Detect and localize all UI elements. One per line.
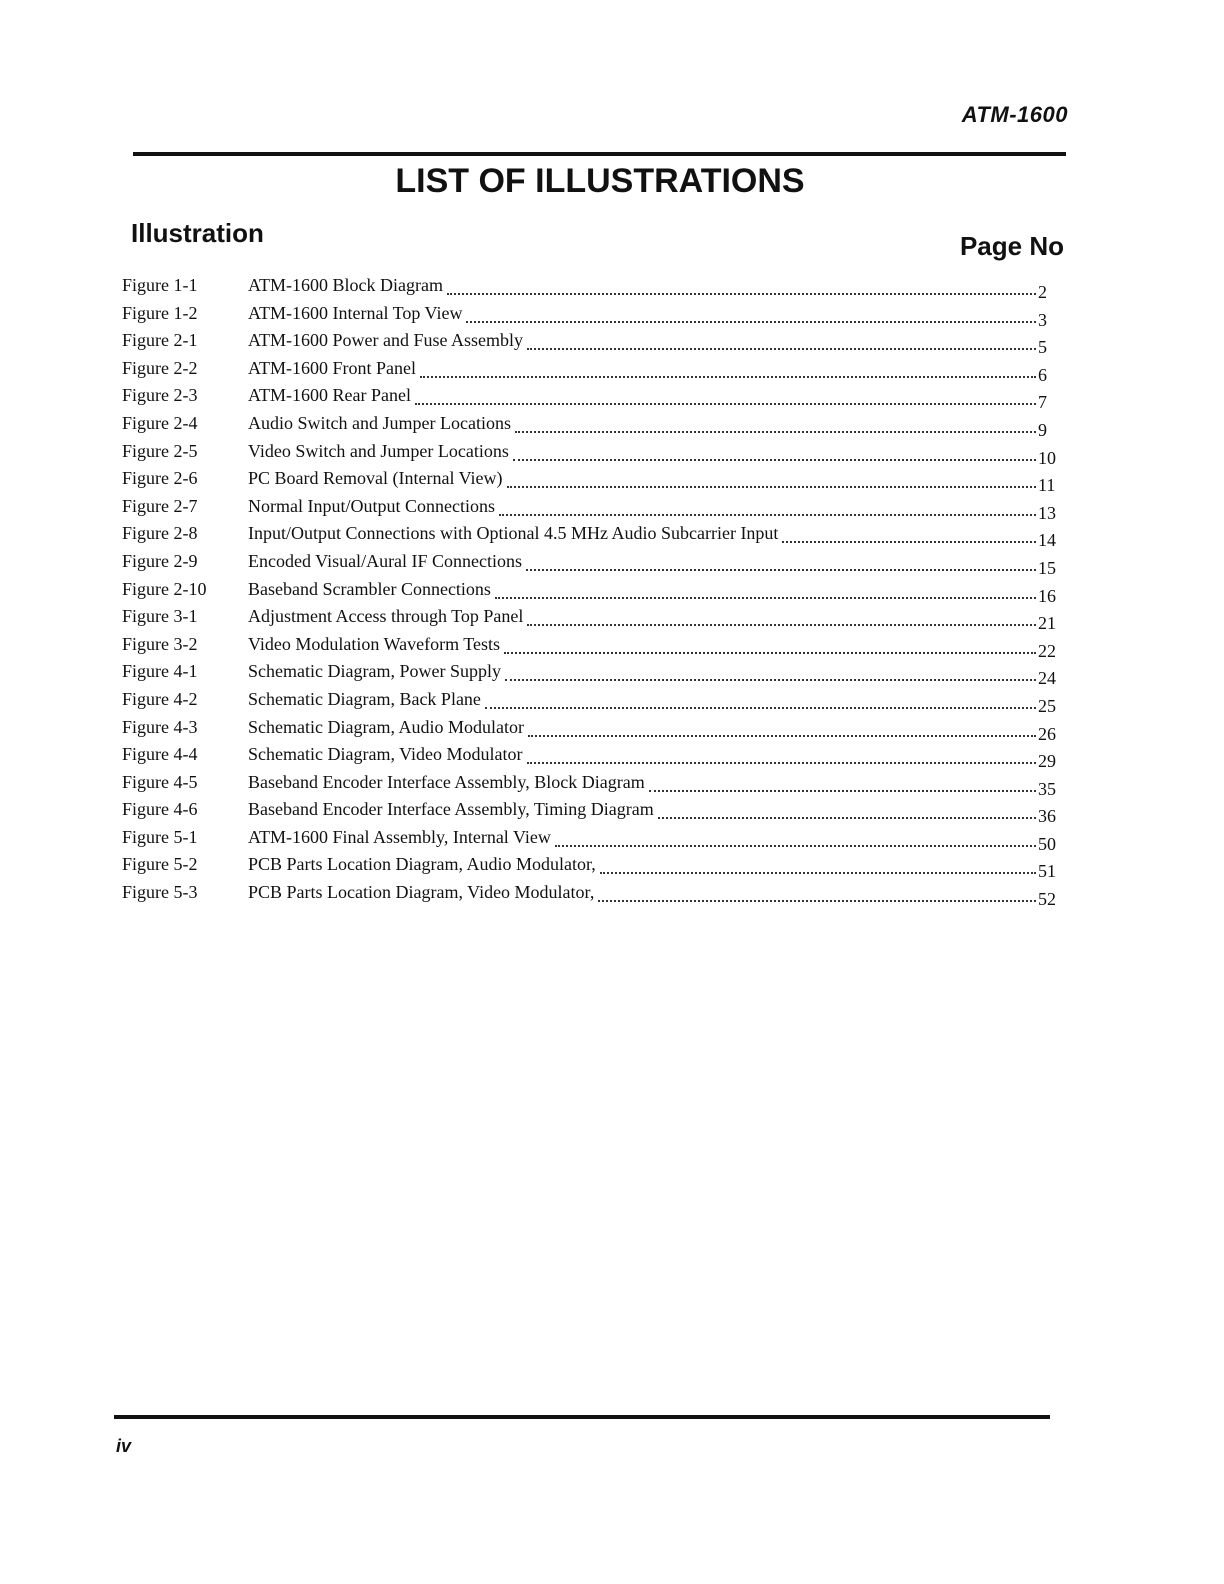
- figure-label: Figure 3-1: [122, 606, 198, 627]
- list-item[interactable]: [122, 272, 1062, 300]
- figure-title: ATM-1600 Block Diagram: [248, 275, 443, 295]
- figure-title: Input/Output Connections with Optional 4.5 MHz Audio Subcarrier Input: [248, 523, 779, 544]
- figure-title: Schematic Diagram, Power Supply: [248, 661, 501, 682]
- list-item[interactable]: [122, 603, 1062, 634]
- page-number: 15: [1038, 557, 1056, 578]
- figure-label: Figure 4-1: [122, 661, 198, 682]
- page-number: 51: [1038, 861, 1056, 882]
- list-item[interactable]: [122, 300, 1062, 328]
- list-item[interactable]: [122, 631, 1062, 659]
- list-item[interactable]: [122, 410, 1062, 438]
- page-number: 7: [1038, 392, 1047, 413]
- figure-title: Baseband Scrambler Connections: [248, 578, 491, 599]
- page-number: 22: [1038, 640, 1056, 661]
- dot-leader: [600, 856, 1036, 874]
- list-item[interactable]: [122, 658, 1062, 689]
- dot-leader: [415, 387, 1036, 405]
- dot-leader: [527, 608, 1036, 626]
- page-number: 50: [1038, 833, 1056, 854]
- figure-title: Baseband Encoder Interface Assembly, Block Diagram: [248, 771, 645, 792]
- dot-leader: [447, 277, 1036, 295]
- list-item[interactable]: [122, 382, 1062, 413]
- figure-title: ATM-1600 Power and Fuse Assembly: [248, 330, 523, 351]
- page-number: 52: [1038, 889, 1056, 910]
- figure-label: Figure 2-5: [122, 440, 198, 461]
- list-item[interactable]: [122, 327, 1062, 358]
- figure-title: ATM-1600 Final Assembly, Internal View: [248, 826, 551, 847]
- list-item[interactable]: [122, 741, 1062, 772]
- figure-label: Figure 2-10: [122, 578, 207, 599]
- list-item[interactable]: [122, 520, 1062, 551]
- dot-leader: [485, 691, 1036, 709]
- list-item[interactable]: [122, 769, 1062, 797]
- document-id-header: ATM-1600: [961, 102, 1068, 127]
- list-item[interactable]: [122, 714, 1062, 742]
- page-number: 16: [1038, 585, 1056, 606]
- figure-title: Video Switch and Jumper Locations: [248, 440, 509, 461]
- page-title: LIST OF ILLUSTRATIONS: [395, 162, 805, 200]
- dot-leader: [466, 305, 1036, 323]
- figure-label: Figure 5-1: [122, 826, 198, 847]
- list-item[interactable]: [122, 796, 1062, 827]
- list-item[interactable]: [122, 851, 1062, 882]
- page-number: 10: [1038, 447, 1056, 468]
- list-item[interactable]: [122, 548, 1062, 576]
- bottom-rule: [114, 1415, 1050, 1419]
- dot-leader: [499, 498, 1036, 516]
- footer-page-number: iv: [116, 1436, 132, 1456]
- dot-leader: [782, 525, 1036, 543]
- column-heading-page-no: Page No: [959, 231, 1064, 261]
- figure-title: ATM-1600 Front Panel: [248, 357, 416, 378]
- figure-label: Figure 4-4: [122, 744, 198, 765]
- page-number: 11: [1038, 475, 1056, 496]
- figure-label: Figure 1-2: [122, 302, 198, 323]
- dot-leader: [515, 415, 1036, 433]
- dot-leader: [420, 360, 1036, 378]
- figure-title: Schematic Diagram, Back Plane: [248, 688, 481, 709]
- figure-title: Audio Switch and Jumper Locations: [248, 412, 511, 433]
- dot-leader: [658, 801, 1036, 819]
- page-number: 21: [1038, 613, 1056, 634]
- page-number: 36: [1038, 806, 1056, 827]
- figure-label: Figure 2-2: [122, 357, 198, 378]
- dot-leader: [507, 470, 1036, 488]
- top-rule: [133, 152, 1066, 156]
- page-number: 26: [1038, 723, 1056, 744]
- figure-title: Adjustment Access through Top Panel: [248, 606, 524, 627]
- list-item[interactable]: [122, 465, 1062, 496]
- figure-title: ATM-1600 Internal Top View: [248, 302, 463, 323]
- column-heading-illustration: Illustration: [131, 218, 264, 248]
- list-item[interactable]: [122, 355, 1062, 383]
- figure-title: Encoded Visual/Aural IF Connections: [248, 550, 523, 571]
- figure-label: Figure 5-3: [122, 882, 198, 903]
- dot-leader: [555, 829, 1036, 847]
- dot-leader: [527, 332, 1036, 350]
- dot-leader: [526, 553, 1036, 571]
- dot-leader: [513, 443, 1036, 461]
- dot-leader: [504, 636, 1036, 654]
- figure-title: Normal Input/Output Connections: [248, 495, 495, 516]
- page-number: 2: [1038, 282, 1047, 302]
- dot-leader: [527, 746, 1036, 764]
- page-number: 9: [1038, 419, 1047, 440]
- list-item[interactable]: [122, 686, 1062, 714]
- list-item[interactable]: [122, 576, 1062, 604]
- list-item[interactable]: [122, 438, 1062, 466]
- figure-label: Figure 2-6: [122, 468, 198, 489]
- figure-title: Baseband Encoder Interface Assembly, Timing Diagram: [248, 799, 654, 820]
- page-number: 3: [1038, 309, 1047, 330]
- page-number: 14: [1038, 530, 1056, 551]
- page-number: 6: [1038, 364, 1047, 385]
- page-number: 29: [1038, 751, 1056, 772]
- figure-label: Figure 5-2: [122, 854, 198, 875]
- figure-label: Figure 4-5: [122, 771, 198, 792]
- figure-label: Figure 2-8: [122, 523, 198, 544]
- figure-title: Schematic Diagram, Video Modulator: [248, 744, 523, 765]
- figure-label: Figure 2-7: [122, 495, 198, 516]
- page-number: 5: [1038, 337, 1047, 358]
- figure-label: Figure 4-6: [122, 799, 198, 820]
- dot-leader: [649, 774, 1036, 792]
- figure-label: Figure 3-2: [122, 633, 198, 654]
- dot-leader: [528, 719, 1036, 737]
- list-item[interactable]: [122, 493, 1062, 521]
- dot-leader: [495, 581, 1036, 599]
- dot-leader: [598, 884, 1036, 902]
- list-item[interactable]: [122, 824, 1062, 852]
- list-item[interactable]: [122, 879, 1062, 910]
- figure-label: Figure 4-2: [122, 688, 198, 709]
- page-number: 13: [1038, 502, 1056, 523]
- figure-title: Video Modulation Waveform Tests: [248, 633, 501, 654]
- figure-label: Figure 2-3: [122, 385, 198, 406]
- page-number: 35: [1038, 778, 1056, 799]
- figure-title: Schematic Diagram, Audio Modulator: [248, 716, 524, 737]
- figure-title: PCB Parts Location Diagram, Video Modulator,: [248, 882, 595, 903]
- figure-label: Figure 2-1: [122, 330, 198, 351]
- figure-label: Figure 4-3: [122, 716, 198, 737]
- dot-leader: [505, 663, 1036, 681]
- figure-title: PCB Parts Location Diagram, Audio Modulator,: [248, 854, 596, 875]
- page-number: 24: [1038, 668, 1056, 689]
- figure-title: PC Board Removal (Internal View): [248, 468, 503, 489]
- page-number: 25: [1038, 695, 1056, 716]
- figure-label: Figure 2-4: [122, 412, 198, 433]
- figure-label: Figure 2-9: [122, 550, 198, 571]
- figure-title: ATM-1600 Rear Panel: [248, 385, 411, 406]
- illustrations-list: [122, 272, 1062, 910]
- figure-label: Figure 1-1: [122, 275, 198, 295]
